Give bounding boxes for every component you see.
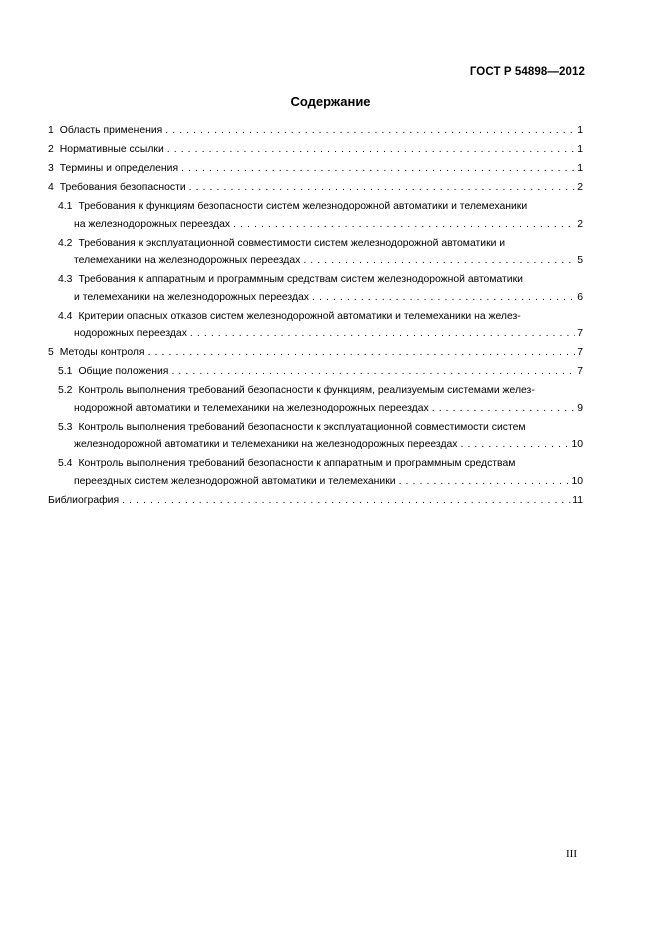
toc-entry-page: 1 (577, 144, 583, 155)
toc-entry[interactable] (58, 198, 583, 233)
toc-entry-title: Нормативные ссылки (59, 144, 164, 155)
toc-entry-number: 4.3 (58, 274, 73, 285)
toc-entry-page: 11 (572, 494, 583, 506)
toc-entry-page: 7 (577, 366, 583, 377)
toc-entry[interactable] (48, 160, 583, 178)
toc-leader-dots (230, 216, 575, 234)
toc-entry-title: Требования к функциям безопасности систем железнодорожной автоматики и телемеханики (78, 201, 528, 212)
toc-leader-dots (300, 252, 575, 270)
toc-entry-title: Критерии опасных отказов систем железнодорожной автоматики и телемеханики на желез- (78, 310, 521, 322)
toc-entry[interactable] (48, 179, 583, 197)
toc-entry-title: и телемеханики на железнодорожных переездах (74, 291, 309, 303)
toc-entry[interactable] (58, 419, 583, 454)
toc-entry-page: 10 (571, 439, 583, 450)
toc-leader-dots (168, 363, 575, 381)
toc-entry-page: 1 (577, 125, 583, 136)
document-code: ГОСТ Р 54898—2012 (469, 66, 585, 78)
toc-entry-number: 2 (48, 144, 54, 155)
toc-entry-number: 5.1 (58, 366, 73, 377)
toc-entry-number: 5.2 (58, 385, 73, 396)
toc-leader-dots (119, 492, 572, 510)
page-number: III (566, 848, 577, 860)
toc-entry-title: нодорожной автоматики и телемеханики на железнодорожных переездах (74, 402, 429, 414)
toc-entry[interactable] (58, 455, 583, 490)
toc-entry-title: нодорожных переездах (74, 328, 187, 339)
toc-leader-dots (396, 473, 572, 491)
toc-entry[interactable] (58, 382, 583, 417)
toc-leader-dots (187, 325, 575, 343)
toc-entry-number: 5.4 (58, 458, 73, 469)
toc-entry-number: 5 (48, 347, 54, 358)
toc-entry-title: на железнодорожных переездах (74, 218, 231, 230)
toc-entry-page: 2 (577, 218, 583, 230)
toc-entry-title: Библиография (48, 494, 120, 506)
toc-entry-number: 4.2 (58, 237, 73, 249)
toc-entry[interactable] (58, 235, 583, 270)
toc-entry[interactable] (48, 141, 583, 159)
toc-entry-page: 7 (577, 347, 583, 358)
toc-entry-number: 4.4 (58, 310, 73, 322)
toc-entry-title: Требования к аппаратным и программным средствам систем железнодорожной автоматики (78, 274, 523, 285)
toc-entry[interactable] (48, 492, 583, 510)
toc-entry-page: 1 (577, 163, 583, 174)
toc-entry-number: 4.1 (58, 201, 73, 212)
toc-entry[interactable] (58, 308, 583, 343)
toc-entry-page: 5 (577, 255, 583, 266)
toc-entry-page: 2 (577, 182, 583, 193)
toc-entry-title: Контроль выполнения требований безопасности к аппаратным и программным средствам (78, 458, 516, 469)
toc-entry-number: 4 (48, 182, 54, 193)
toc-entry[interactable] (48, 344, 583, 362)
toc-leader-dots (178, 160, 575, 178)
toc-entry-title: железнодорожной автоматики и телемеханики на железнодорожных переездах (74, 439, 458, 450)
toc-leader-dots (309, 289, 575, 307)
toc-entry-title: Методы контроля (59, 347, 145, 358)
toc-entry-title: Требования безопасности (59, 182, 186, 193)
toc-entry-number: 1 (48, 125, 54, 136)
toc-leader-dots (162, 122, 575, 140)
toc-entry-title: Термины и определения (59, 163, 179, 174)
toc-entry-page: 10 (571, 475, 583, 487)
toc-entry-number: 5.3 (58, 421, 73, 433)
toc-title: Содержание (290, 94, 371, 109)
toc-entry[interactable] (58, 271, 583, 306)
toc-leader-dots (164, 141, 575, 159)
toc-entry-page: 7 (577, 328, 583, 339)
toc-leader-dots (145, 344, 575, 362)
toc-entry[interactable] (48, 122, 583, 140)
toc-entry-title: Требования к эксплуатационной совместимости систем железнодорожной автоматики и (78, 237, 506, 249)
toc-entry-title: Контроль выполнения требований безопасности к эксплуатационной совместимости систем (78, 421, 526, 433)
toc-entry-title: телемеханики на железнодорожных переездах (74, 255, 301, 266)
toc-entry-title: Общие положения (78, 366, 169, 377)
toc-leader-dots (186, 179, 575, 197)
toc-entry[interactable] (58, 363, 583, 381)
toc-entry-title: переездных систем железнодорожной автоматики и телемеханики (74, 475, 396, 487)
toc-entry-number: 3 (48, 163, 54, 174)
table-of-contents (48, 122, 583, 511)
toc-entry-title: Контроль выполнения требований безопасности к функциям, реализуемым системами желез- (78, 385, 535, 396)
toc-entry-title: Область применения (59, 125, 163, 136)
toc-leader-dots (457, 436, 571, 454)
toc-entry-page: 6 (577, 291, 583, 303)
toc-leader-dots (429, 400, 575, 418)
toc-entry-page: 9 (577, 402, 583, 414)
